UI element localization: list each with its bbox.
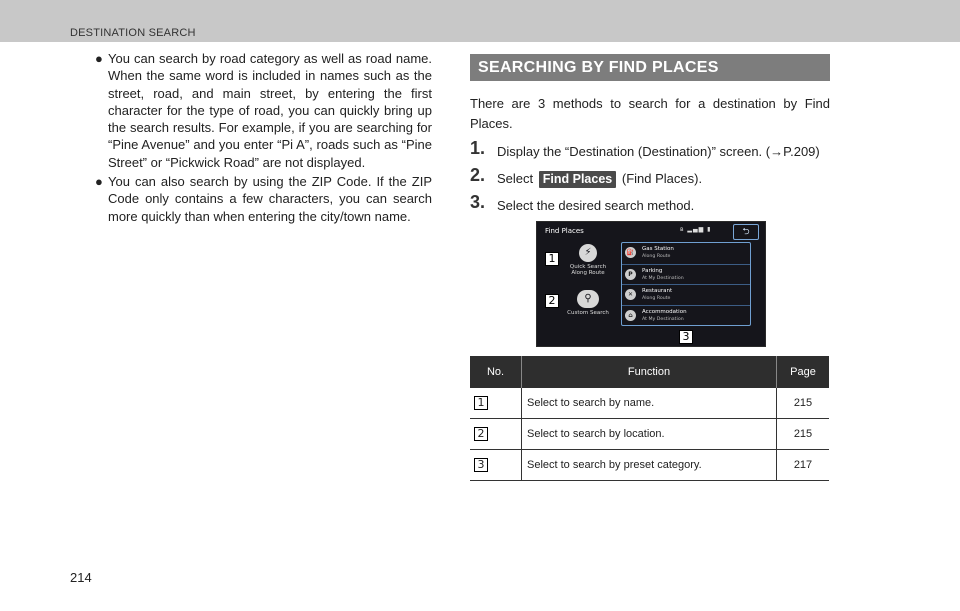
bullet-dot: ●: [95, 51, 103, 66]
list-item-accommodation[interactable]: [622, 305, 750, 327]
custom-search-button[interactable]: [555, 290, 621, 316]
step-text: Select the desired search method.: [497, 198, 695, 213]
step-text-after: (Find Places).: [621, 171, 703, 186]
section-header: DESTINATION SEARCH: [70, 27, 196, 39]
table-header-row: [470, 356, 829, 388]
row-function: Select to search by name.: [522, 388, 777, 419]
list-item-sub: Along Route: [642, 296, 671, 301]
map-pin-icon: ⚲: [577, 290, 599, 308]
step-text-before: Select: [497, 171, 534, 186]
row-function: Select to search by location.: [522, 419, 777, 450]
row-no-cell: [470, 388, 522, 419]
table-row: [470, 450, 829, 481]
row-no-cell: [470, 450, 522, 481]
callout-1: 1: [545, 252, 559, 266]
row-page: 215: [777, 388, 830, 419]
list-item-gas-station[interactable]: [622, 243, 750, 264]
bullet-road-category: [96, 50, 432, 171]
back-button[interactable]: ⮌: [733, 224, 759, 240]
table-row: [470, 388, 829, 419]
callout-3: 3: [679, 330, 693, 344]
step-1: [470, 138, 830, 161]
bullet-text: You can search by road category as well as road name. When the same word is included in names such as the street, road, and main street, by entering the first character for the type of road, you can quickly bring up the search results. For example, if you are searching for “Pine Avenue” and you enter “Pi A”, roads such as “Pine Street” or “Pickwick Road” are not displayed.: [108, 51, 432, 170]
battery-icon: ▮: [707, 226, 712, 233]
row-number-box: 1: [474, 396, 488, 410]
row-number-box: 3: [474, 458, 488, 472]
status-icons: [680, 226, 711, 233]
step-text: Display the “Destination (Destination)” screen. (→P.209): [497, 144, 820, 159]
bullet-zip-code: [96, 173, 432, 225]
list-item-name: Parking: [642, 267, 663, 274]
accommodation-icon: ⌂: [625, 310, 636, 321]
step-3: [470, 192, 830, 215]
restaurant-icon: ✕: [625, 289, 636, 300]
list-item-name: Gas Station: [642, 246, 674, 252]
intro-text: There are 3 methods to search for a destination by Find Places.: [470, 96, 830, 131]
page-number: 214: [70, 570, 92, 585]
header-page: Page: [777, 356, 830, 388]
bullet-text: You can also search by using the ZIP Code. If the ZIP Code only contains a few characters, you can search more quickly than when entering the city/town name.: [108, 174, 432, 224]
list-item-sub: At My Destination: [642, 316, 684, 322]
section-title: SEARCHING BY FIND PLACES: [470, 54, 830, 81]
parking-icon: P: [625, 269, 636, 280]
list-item-sub: Along Route: [642, 254, 671, 259]
callout-2: 2: [545, 294, 559, 308]
search-method-panel: [555, 240, 621, 326]
header-function: Function: [522, 356, 777, 388]
table-row: [470, 419, 829, 450]
step-number: 3.: [470, 192, 486, 212]
row-no-cell: [470, 419, 522, 450]
quick-search-label: Quick Search: [569, 264, 607, 270]
step-number: 2.: [470, 165, 486, 185]
screen-title: Find Places: [545, 227, 584, 235]
list-item-name: Restaurant: [642, 288, 673, 294]
quick-search-sub: Along Route: [571, 270, 605, 276]
gas-station-icon: ⛽: [626, 249, 635, 256]
function-table: [470, 356, 829, 481]
row-number-box: 2: [474, 427, 488, 441]
quick-search-button[interactable]: [555, 244, 621, 276]
left-column: [96, 50, 432, 227]
preset-category-list: [621, 242, 751, 326]
find-places-screen: [536, 221, 766, 347]
list-item-name: Accommodation: [642, 308, 687, 315]
list-item-sub: At My Destination: [642, 275, 684, 281]
find-places-button[interactable]: Find Places: [539, 171, 616, 188]
list-item-restaurant[interactable]: [622, 284, 750, 306]
signal-icon: ▂▄▆: [687, 226, 705, 233]
bullet-dot: ●: [95, 174, 103, 190]
list-item-parking[interactable]: [622, 264, 750, 286]
custom-search-label: Custom Search: [567, 310, 609, 316]
row-function: Select to search by preset category.: [522, 450, 777, 481]
row-page: 217: [777, 450, 830, 481]
row-page: 215: [777, 419, 830, 450]
right-column: [470, 54, 830, 215]
page-header-band: [0, 0, 960, 42]
step-number: 1.: [470, 138, 486, 158]
lightning-icon: ⚡: [579, 244, 597, 262]
step-text: [497, 169, 830, 188]
step-2: [470, 165, 830, 188]
header-no: No.: [470, 356, 522, 388]
bluetooth-icon: ʙ: [680, 226, 685, 233]
